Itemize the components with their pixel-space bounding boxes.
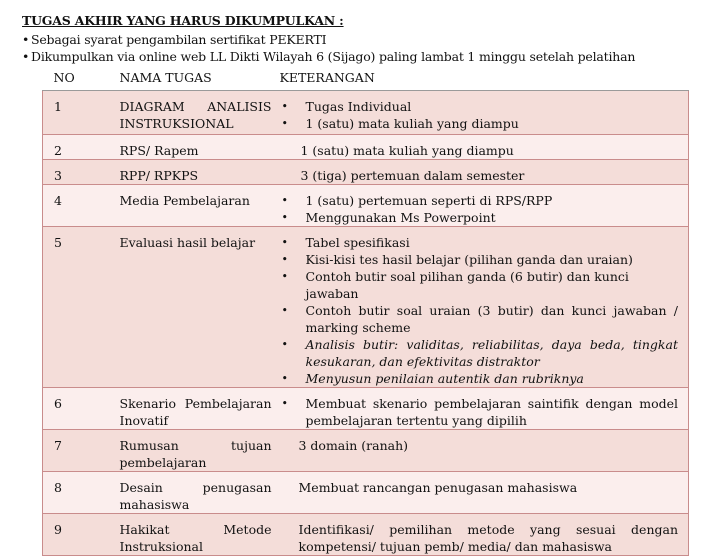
- keterangan-text: Identifikasi/ pemilihan metode yang sesuai dengan kompetensi/ tujuan pemb/ media/ dan mahasiswa: [298, 521, 678, 554]
- cell-nama: Evaluasi hasil belajar: [114, 226, 280, 387]
- keterangan-text: 3 domain (ranah): [298, 437, 409, 453]
- table-row: [43, 513, 689, 555]
- bullet-icon: •: [22, 49, 30, 64]
- cell-no: 9: [43, 513, 114, 555]
- list-item: • Membuat skenario pembelajaran saintifik dengan model pembelajaran tertentu yang dipilih: [280, 395, 679, 429]
- cell-no: 5: [43, 226, 114, 387]
- cell-nama: Media Pembelajaran: [114, 184, 280, 226]
- cell-no: 1: [43, 90, 114, 134]
- cell-nama: Hakikat Metode Instruksional: [114, 513, 280, 555]
- note-line: [22, 32, 326, 47]
- list-item: • Menyusun penilaian autentik dan rubriknya: [280, 370, 679, 387]
- note-text: Sebagai syarat pengambilan sertifikat PEKERTI: [31, 32, 327, 47]
- list-item: • Tugas Individual: [280, 98, 679, 115]
- cell-nama: Rumusan tujuan pembelajaran: [114, 429, 280, 471]
- header-no: NO: [43, 64, 114, 90]
- cell-nama: Desain penugasan mahasiswa: [114, 471, 280, 513]
- cell-nama: RPP/ RPKPS: [114, 159, 280, 184]
- cell-keterangan: [280, 471, 689, 513]
- keterangan-text: 1 (satu) mata kuliah yang diampu: [300, 142, 514, 158]
- table-row: [43, 429, 689, 471]
- cell-nama: RPS/ Rapem: [114, 134, 280, 159]
- header-nama-tugas: NAMA TUGAS: [114, 64, 280, 90]
- table-row: [43, 90, 689, 134]
- cell-keterangan: [280, 513, 689, 555]
- list-item: • Contoh butir soal pilihan ganda (6 butir) dan kunci jawaban: [280, 268, 679, 302]
- table-row: [43, 159, 689, 184]
- header-keterangan: KETERANGAN: [280, 64, 689, 90]
- table-row: [43, 134, 689, 159]
- note-text: Dikumpulkan via online web LL Dikti Wilayah 6 (Sijago) paling lambat 1 minggu setelah pelatihan: [31, 49, 636, 64]
- bullet-icon: •: [22, 32, 30, 47]
- list-item: • 1 (satu) pertemuan seperti di RPS/RPP: [280, 192, 679, 209]
- list-item: • Tabel spesifikasi: [280, 234, 679, 251]
- table-row: [43, 226, 689, 387]
- cell-keterangan: [280, 134, 689, 159]
- table-row: [43, 387, 689, 429]
- keterangan-text: 3 (tiga) pertemuan dalam semester: [300, 167, 525, 183]
- table-header-row: [43, 64, 689, 90]
- note-line: [22, 49, 635, 64]
- cell-no: 4: [43, 184, 114, 226]
- cell-keterangan: [280, 90, 689, 134]
- cell-no: 2: [43, 134, 114, 159]
- list-item: • Contoh butir soal uraian (3 butir) dan kunci jawaban / marking scheme: [280, 302, 679, 336]
- keterangan-text: Membuat rancangan penugasan mahasiswa: [298, 479, 578, 495]
- cell-no: 3: [43, 159, 114, 184]
- cell-keterangan: [280, 387, 689, 429]
- list-item: • Menggunakan Ms Powerpoint: [280, 209, 679, 226]
- cell-no: 6: [43, 387, 114, 429]
- cell-no: 7: [43, 429, 114, 471]
- cell-nama: Skenario Pembelajaran Inovatif: [114, 387, 280, 429]
- table-row: [43, 184, 689, 226]
- list-item: • Analisis butir: validitas, reliabilitas, daya beda, tingkat kesukaran, dan efektivitas distraktor: [280, 336, 679, 370]
- cell-no: 8: [43, 471, 114, 513]
- cell-keterangan: [280, 429, 689, 471]
- cell-keterangan: [280, 184, 689, 226]
- table-row: [43, 471, 689, 513]
- list-item: • 1 (satu) mata kuliah yang diampu: [280, 115, 679, 132]
- cell-keterangan: [280, 159, 689, 184]
- assignment-table: [42, 64, 689, 556]
- page-title: TUGAS AKHIR YANG HARUS DIKUMPULKAN :: [22, 13, 344, 28]
- cell-keterangan: [280, 226, 689, 387]
- cell-nama: DIAGRAM ANALISIS INSTRUKSIONAL: [114, 90, 280, 134]
- list-item: • Kisi-kisi tes hasil belajar (pilihan ganda dan uraian): [280, 251, 679, 268]
